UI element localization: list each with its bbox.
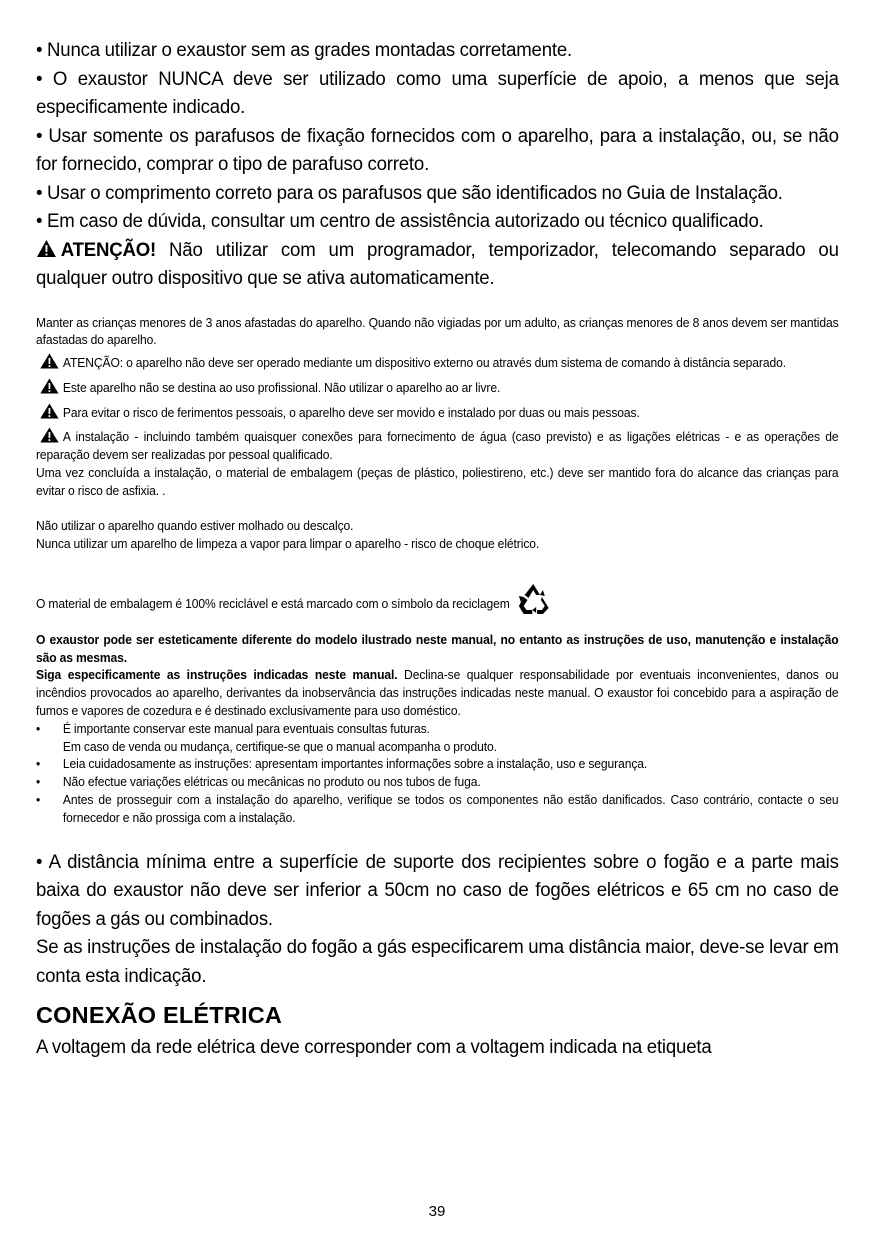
bullet-support-surface: • O exaustor NUNCA deve ser utilizado como uma superfície de apoio, a menos que seja especificamente indicado. xyxy=(36,67,839,118)
bullet-dot: • xyxy=(36,793,41,808)
list-item xyxy=(36,792,839,828)
page-number: 39 xyxy=(428,1203,446,1220)
warning-icon xyxy=(40,353,59,369)
list-item-text: Não efectue variações elétricas ou mecânicas no produto ou nos tubos de fuga. xyxy=(62,775,481,790)
children-warning: Manter as crianças menores de 3 anos afastadas do aparelho. Quando não vigiadas por um adulto, as crianças menores de 8 anos devem ser mantidas afastadas do aparelho. xyxy=(36,315,839,348)
warning-icon xyxy=(40,427,59,443)
warning-installation xyxy=(36,427,839,465)
bullet-grades: • Nunca utilizar o exaustor sem as grades montadas corretamente. xyxy=(36,39,573,61)
list-item-text: Leia cuidadosamente as instruções: apresentam importantes informações sobre a instalação, uso e segurança. xyxy=(62,757,648,772)
safety-bullets xyxy=(36,36,839,293)
document-page xyxy=(36,36,839,1062)
gas-stove-paragraph: Se as instruções de instalação do fogão a gás especificarem uma distância maior, deve-se levar em conta esta indicação. xyxy=(36,936,839,987)
small-print xyxy=(36,315,839,828)
follow-instructions-label: Siga especificamente as instruções indicadas neste manual. xyxy=(36,668,398,683)
section-title: CONEXÃO ELÉTRICA xyxy=(36,1002,283,1029)
electric-paragraph: A voltagem da rede elétrica deve corresponder com a voltagem indicada na etiqueta xyxy=(36,1036,712,1059)
bullet-dot: • xyxy=(36,757,41,772)
packaging-warning: Uma vez concluída a instalação, o material de embalagem (peças de plástico, poliestireno, etc.) deve ser mantido fora do alcance das crianças para evitar o risco de asfixia. . xyxy=(36,466,839,498)
recycle-icon xyxy=(516,582,551,616)
warning-remote-text: ATENÇÃO: o aparelho não deve ser operado mediante um dispositivo externo ou através dum sistema de comando à distância separado. xyxy=(62,356,786,371)
list-item xyxy=(36,721,839,757)
distance-paragraph: • A distância mínima entre a superfície de suporte dos recipientes sobre o fogão e a parte mais baixa do exaustor não deve ser inferior a 50cm no caso de fogões elétricos e 65 cm no caso de fogões a gás ou combinados. xyxy=(36,850,839,930)
steam-warning: Nunca utilizar um aparelho de limpeza a vapor para limpar o aparelho - risco de choque elétrico. xyxy=(36,537,540,552)
attention-paragraph xyxy=(36,236,839,293)
bullet-screws: • Usar somente os parafusos de fixação fornecidos com o aparelho, para a instalação, ou, se não for fornecido, comprar o tipo de parafuso correto. xyxy=(36,124,839,175)
recycle-paragraph xyxy=(36,582,839,616)
bullet-dot: • xyxy=(36,775,41,790)
warning-icon xyxy=(40,403,59,419)
warning-professional xyxy=(36,378,839,398)
list-item-text: É importante conservar este manual para eventuais consultas futuras. xyxy=(62,721,430,736)
bullet-screw-length: • Usar o comprimento correto para os parafusos que são identificados no Guia de Instalação. xyxy=(36,181,783,204)
warning-icon xyxy=(40,378,59,394)
distance-section xyxy=(36,848,839,991)
list-item-text: Antes de prosseguir com a instalação do aparelho, verifique se todos os componentes não estão danificados. Caso contrário, contacte o seu fornecedor e não prossiga com a instalação. xyxy=(62,793,839,825)
wet-warning: Não utilizar o aparelho quando estiver molhado ou descalço. xyxy=(36,519,354,534)
attention-text: Não utilizar com um programador, temporizador, telecomando separado ou qualquer outro dispositivo que se ativa automaticamente. xyxy=(36,238,839,289)
model-difference-note xyxy=(36,632,839,668)
warning-installation-text: A instalação - incluindo também quaisquer conexões para fornecimento de água (caso previsto) e as ligações elétricas - e as operações de reparação devem ser realizadas por pessoal qualificado. xyxy=(36,430,839,463)
electric-section xyxy=(36,1033,839,1062)
warning-two-people-text: Para evitar o risco de ferimentos pessoais, o aparelho deve ser movido e instalado por duas ou mais pessoas. xyxy=(62,405,640,420)
warning-icon xyxy=(36,239,57,258)
warning-remote xyxy=(36,353,839,373)
bullet-doubt: • Em caso de dúvida, consultar um centro de assistência autorizado ou técnico qualificado. xyxy=(36,210,764,232)
warning-two-people xyxy=(36,403,839,423)
list-item xyxy=(36,756,839,774)
model-difference-text: O exaustor pode ser esteticamente diferente do modelo ilustrado neste manual, no entanto as instruções de uso, manutenção e instalação são as mesmas. xyxy=(36,632,839,665)
warning-professional-text: Este aparelho não se destina ao uso profissional. Não utilizar o aparelho ao ar livre. xyxy=(62,380,501,395)
follow-instructions-text: Declina-se qualquer responsabilidade por eventuais inconvenientes, danos ou incêndios provocados ao aparelho, derivantes da inobservância das instruções indicadas neste manual. O exaustor foi concebido para a aspiração de fumos e vapores de cozedura e é destinado exclusivamente para uso doméstico. xyxy=(36,668,839,719)
bullet-dot: • xyxy=(36,721,41,736)
follow-instructions-paragraph xyxy=(36,667,839,720)
attention-label: ATENÇÃO! xyxy=(60,238,157,261)
recycle-text: O material de embalagem é 100% reciclável e está marcado com o símbolo da reciclagem xyxy=(36,596,510,611)
list-item-continuation: Em caso de venda ou mudança, certifique-se que o manual acompanha o produto. xyxy=(62,739,497,754)
list-item xyxy=(36,774,839,792)
